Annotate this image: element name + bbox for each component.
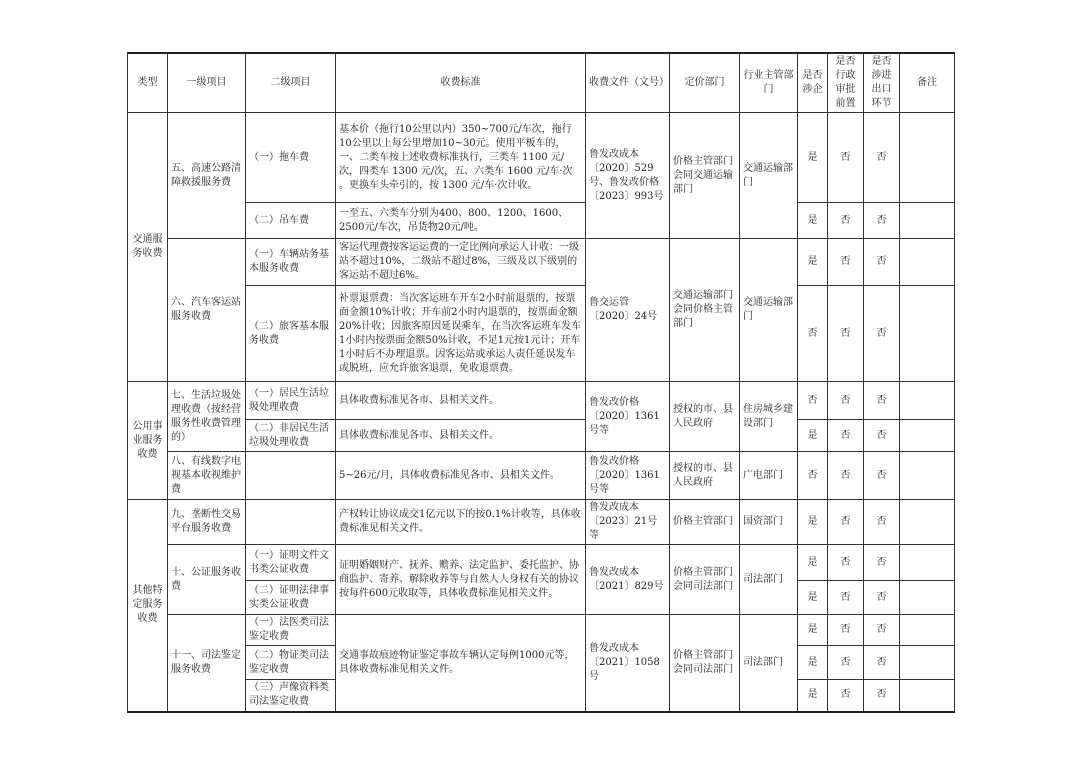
item-10-sub1-ie: 否 (864, 545, 900, 581)
item-6-sub1-enterprise: 是 (798, 239, 828, 286)
item-11-pricing: 价格主管部门会同司法部门 (670, 615, 740, 712)
header-remark: 备注 (900, 53, 955, 113)
item-10-sub2-approval: 否 (828, 581, 864, 615)
item-5-sub2-approval: 否 (828, 203, 864, 239)
item-11-sub1-enterprise: 是 (798, 615, 828, 646)
item-8-sub-empty (246, 452, 336, 500)
item-9-enterprise: 是 (798, 500, 828, 545)
fee-table (127, 52, 955, 713)
item-11-sub3-enterprise: 是 (798, 680, 828, 712)
item-11-sub1-name: （一）法医类司法鉴定收费 (246, 615, 336, 646)
item-6-sub2-standard: 补票退票费：当次客运班车开车2小时前退票的，按票面金额10%计收；开车前2小时内退票的，按票面金额20%计收；因旅客原因延误乘车，在当次客运班车发车1小时内按票面金额50%计收，不足1元按1元计；开车1小时后不办理退票。因客运站或承运人责任延误发车或脱班，应允许旅客退票，免收退票费。 (336, 286, 586, 382)
item-5-sub1-ie: 否 (864, 113, 900, 203)
item-7-name: 七、生活垃圾处理收费（按经营服务性收费管理的） (168, 382, 246, 452)
item-6-pricing: 交通运输部门会同价格主管部门 (670, 239, 740, 382)
item-6-sub2-ie: 否 (864, 286, 900, 382)
item-9-doc: 鲁发改成本〔2023〕21号等 (586, 500, 670, 545)
item-5-sub1-standard: 基本价（拖行10公里以内）350~700元/车次，拖行10公里以上每公里增加10~30元。使用平板车的，一、二类车按上述收费标准执行，三类车 1100 元/次，四类车 1300 元/次，五、六类车 1600 元/车·次 。更换车头牵引的，按 1300 元/车·次计收。 (336, 113, 586, 203)
table-row (128, 615, 955, 646)
item-9-approval: 否 (828, 500, 864, 545)
item-5-sub2-remark (900, 203, 955, 239)
item-8-standard: 5~26元/月，具体收费标准见各市、县相关文件。 (336, 452, 586, 500)
header-level2: 二级项目 (246, 53, 336, 113)
item-11-doc: 鲁发改成本〔2021〕1058号 (586, 615, 670, 712)
header-pricing-dept: 定价部门 (670, 53, 740, 113)
item-10-pricing: 价格主管部门会同司法部门 (670, 545, 740, 615)
item-8-approval: 否 (828, 452, 864, 500)
item-6-sub2-name: （二）旅客基本服务收费 (246, 286, 336, 382)
table-row (128, 203, 955, 239)
item-11-sub2-name: （二）物证类司法鉴定收费 (246, 646, 336, 680)
table-row (128, 452, 955, 500)
item-11-sub2-enterprise: 是 (798, 646, 828, 680)
item-5-sub2-enterprise: 是 (798, 203, 828, 239)
item-11-sub3-name: （三）声像资料类司法鉴定收费 (246, 680, 336, 712)
item-9-pricing: 价格主管部门 (670, 500, 740, 545)
item-10-sub1-enterprise: 是 (798, 545, 828, 581)
item-6-sub1-remark (900, 239, 955, 286)
header-row (128, 53, 955, 113)
table-row (128, 113, 955, 203)
item-11-sub2-remark (900, 646, 955, 680)
item-6-name: 六、汽车客运站服务收费 (168, 239, 246, 382)
item-6-sub2-approval: 否 (828, 286, 864, 382)
item-6-industry: 交通运输部门 (740, 239, 798, 382)
item-9-remark (900, 500, 955, 545)
item-7-sub2-standard: 具体收费标准见各市、县相关文件。 (336, 420, 586, 452)
item-6-sub1-standard: 客运代理费按客运运费的一定比例向承运人计收：一级站不超过10%，二级站不超过8%，三级及以下级别的客运站不超过6%。 (336, 239, 586, 286)
item-7-sub2-enterprise: 是 (798, 420, 828, 452)
item-10-sub1-approval: 否 (828, 545, 864, 581)
item-5-sub1-approval: 否 (828, 113, 864, 203)
item-9-industry: 国资部门 (740, 500, 798, 545)
item-8-ie: 否 (864, 452, 900, 500)
item-6-sub2-enterprise: 否 (798, 286, 828, 382)
header-industry-dept: 行业主管部门 (740, 53, 798, 113)
item-7-sub2-ie: 否 (864, 420, 900, 452)
item-5-sub1-name: （一）拖车费 (246, 113, 336, 203)
item-9-sub-empty (246, 500, 336, 545)
fee-table-sheet (127, 52, 954, 708)
item-8-name: 八、有线数字电视基本收视维护费 (168, 452, 246, 500)
item-5-name: 五、高速公路清障救援服务费 (168, 113, 246, 239)
table-row (128, 545, 955, 581)
item-5-pricing: 价格主管部门会同交通运输部门 (670, 113, 740, 239)
group-other: 其他特定服务收费 (128, 500, 168, 712)
item-11-sub1-remark (900, 615, 955, 646)
item-10-name: 十、公证服务收费 (168, 545, 246, 615)
item-6-sub1-approval: 否 (828, 239, 864, 286)
item-7-sub1-name: （一）居民生活垃圾处理收费 (246, 382, 336, 420)
item-5-doc: 鲁发改成本〔2020〕529号、鲁发改价格〔2023〕993号 (586, 113, 670, 239)
item-11-sub3-approval: 否 (828, 680, 864, 712)
header-document: 收费文件（文号） (586, 53, 670, 113)
item-8-remark (900, 452, 955, 500)
header-level1: 一级项目 (168, 53, 246, 113)
item-8-industry: 广电部门 (740, 452, 798, 500)
item-11-standard: 交通事故痕迹物证鉴定事故车辆认定每例1000元等，具体收费标准见相关文件。 (336, 615, 586, 712)
item-9-ie: 否 (864, 500, 900, 545)
item-11-sub1-approval: 否 (828, 615, 864, 646)
item-7-sub1-remark (900, 382, 955, 420)
item-8-enterprise: 否 (798, 452, 828, 500)
item-7-sub1-ie: 否 (864, 382, 900, 420)
group-public: 公用事业服务收费 (128, 382, 168, 500)
item-6-doc: 鲁交运管〔2020〕24号 (586, 239, 670, 382)
table-row (128, 500, 955, 545)
item-10-sub2-name: （二）证明法律事实类公证收费 (246, 581, 336, 615)
item-7-industry: 住房城乡建设部门 (740, 382, 798, 452)
item-11-industry: 司法部门 (740, 615, 798, 712)
item-7-sub1-enterprise: 否 (798, 382, 828, 420)
item-11-sub1-ie: 否 (864, 615, 900, 646)
item-10-standard: 证明婚姻财产、抚养、赡养、法定监护、委托监护、协商监护、寄养、解除收养等与自然人人身权有关的协议按每件600元收取等，具体收费标准见相关文件。 (336, 545, 586, 615)
item-8-doc: 鲁发改价格〔2020〕1361号等 (586, 452, 670, 500)
table-row (128, 286, 955, 382)
item-7-sub2-remark (900, 420, 955, 452)
header-type: 类型 (128, 53, 168, 113)
item-10-sub2-ie: 否 (864, 581, 900, 615)
item-5-industry: 交通运输部门 (740, 113, 798, 239)
item-7-sub1-approval: 否 (828, 382, 864, 420)
item-7-sub1-standard: 具体收费标准见各市、县相关文件。 (336, 382, 586, 420)
item-7-pricing: 授权的市、县人民政府 (670, 382, 740, 452)
item-11-name: 十一、司法鉴定服务收费 (168, 615, 246, 712)
item-7-sub2-name: （二）非居民生活垃圾处理收费 (246, 420, 336, 452)
item-6-sub2-remark (900, 286, 955, 382)
table-row (128, 239, 955, 286)
item-9-name: 九、垄断性交易平台服务收费 (168, 500, 246, 545)
item-11-sub3-remark (900, 680, 955, 712)
header-enterprise: 是否涉企 (798, 53, 828, 113)
item-11-sub2-ie: 否 (864, 646, 900, 680)
header-import-export: 是否涉进出口环节 (864, 53, 900, 113)
item-10-industry: 司法部门 (740, 545, 798, 615)
table-row (128, 420, 955, 452)
item-7-doc: 鲁发改价格〔2020〕1361号等 (586, 382, 670, 452)
item-10-sub2-remark (900, 581, 955, 615)
item-7-sub2-approval: 否 (828, 420, 864, 452)
table-row (128, 382, 955, 420)
header-standard: 收费标准 (336, 53, 586, 113)
item-5-sub2-ie: 否 (864, 203, 900, 239)
item-8-pricing: 授权的市、县人民政府 (670, 452, 740, 500)
item-10-sub1-remark (900, 545, 955, 581)
item-5-sub1-remark (900, 113, 955, 203)
item-5-sub2-standard: 一至五、六类车分别为400、800、1200、1600、2500元/车次，吊货物20元/吨。 (336, 203, 586, 239)
item-10-sub2-enterprise: 是 (798, 581, 828, 615)
item-10-sub1-name: （一）证明文件文书类公证收费 (246, 545, 336, 581)
item-6-sub1-name: （一）车辆站务基本服务收费 (246, 239, 336, 286)
item-11-sub2-approval: 否 (828, 646, 864, 680)
item-5-sub2-name: （二）吊车费 (246, 203, 336, 239)
group-traffic: 交通服务收费 (128, 113, 168, 382)
item-11-sub3-ie: 否 (864, 680, 900, 712)
header-approval: 是否行政审批前置 (828, 53, 864, 113)
item-5-sub1-enterprise: 是 (798, 113, 828, 203)
item-6-sub1-ie: 否 (864, 239, 900, 286)
item-10-doc: 鲁发改成本〔2021〕829号 (586, 545, 670, 615)
item-9-standard: 产权转让协议成交1亿元以下的按0.1%计收等，具体收费标准见相关文件。 (336, 500, 586, 545)
